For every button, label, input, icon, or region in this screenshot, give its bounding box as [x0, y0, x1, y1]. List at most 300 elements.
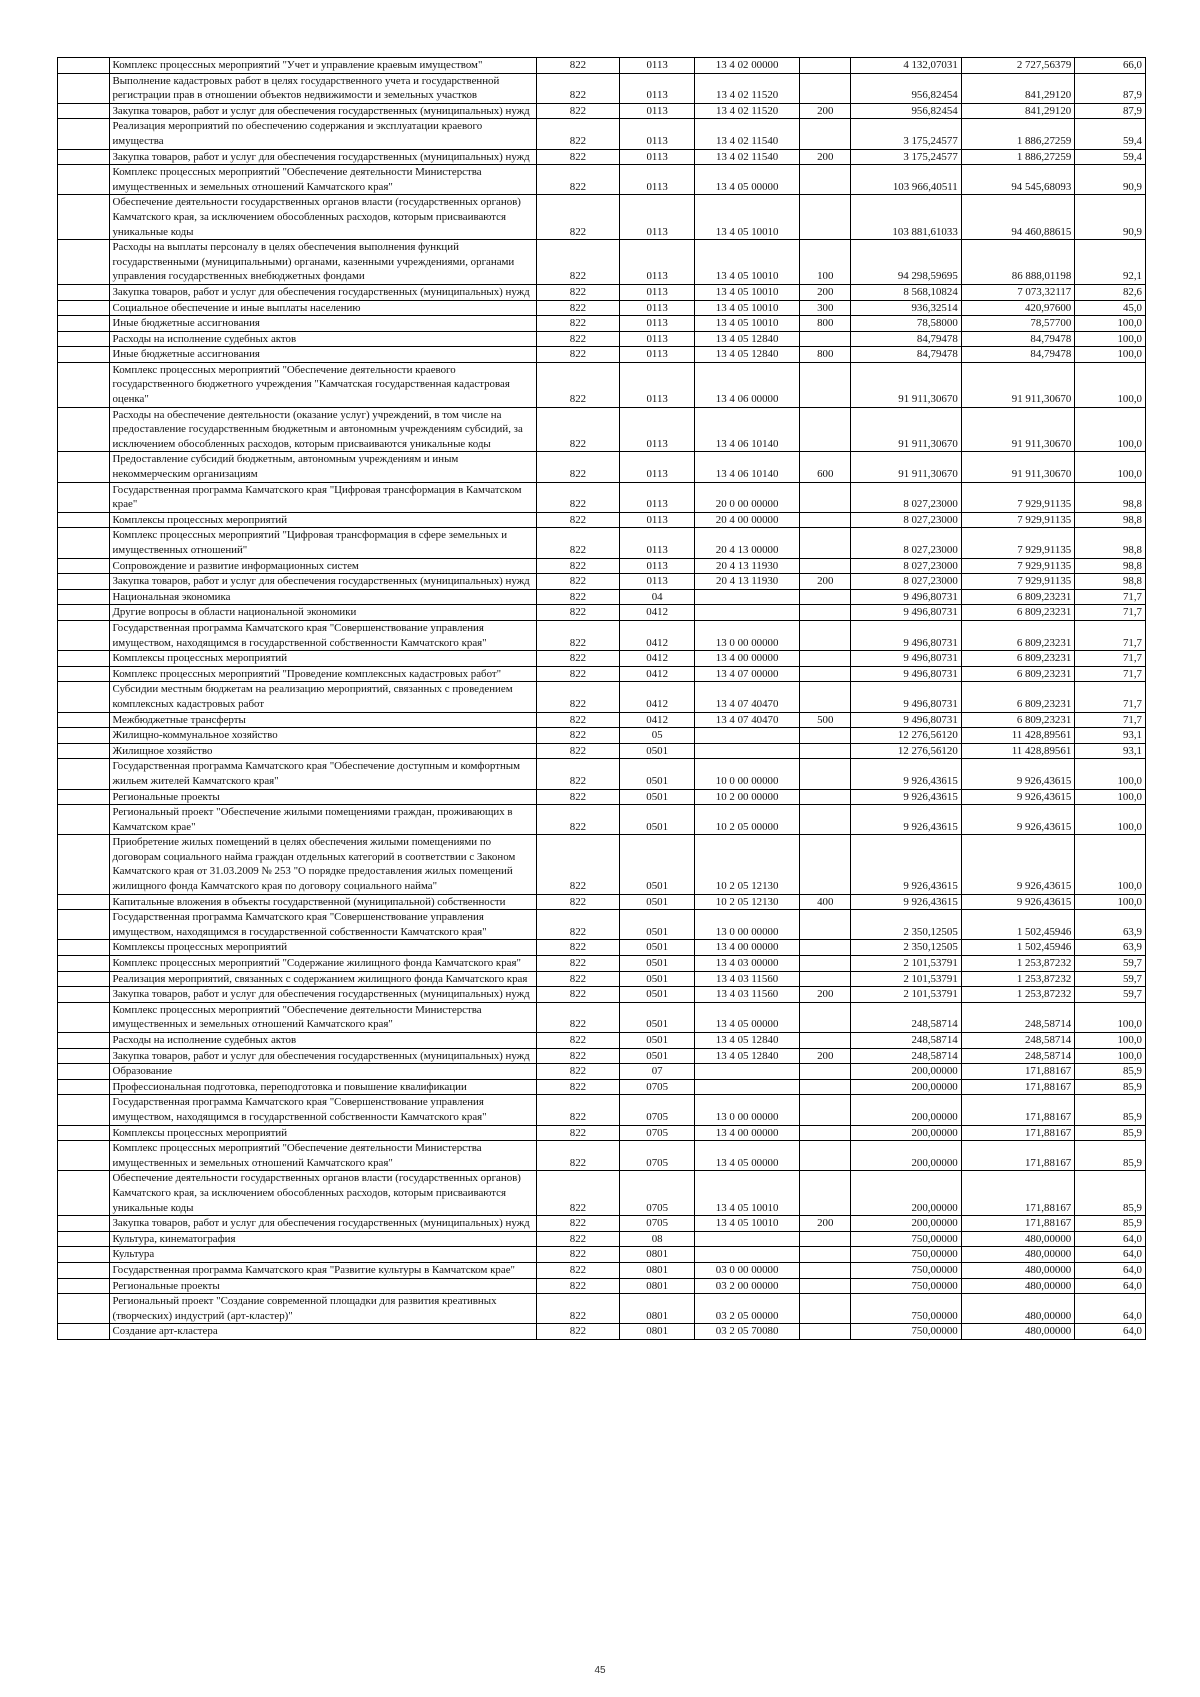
cell-grbs-code: 822 — [536, 835, 620, 894]
cell-execution-percent: 93,1 — [1075, 743, 1146, 759]
cell-expense-type — [800, 605, 851, 621]
cell-section-code: 0501 — [620, 971, 695, 987]
cell-blank — [58, 971, 110, 987]
cell-section-code: 0501 — [620, 789, 695, 805]
cell-target-article: 13 4 02 11540 — [695, 119, 800, 149]
cell-blank — [58, 165, 110, 195]
cell-grbs-code: 822 — [536, 103, 620, 119]
cell-actual-amount: 6 809,23231 — [961, 589, 1075, 605]
cell-blank — [58, 1294, 110, 1324]
cell-section-code: 0501 — [620, 759, 695, 789]
cell-execution-percent: 100,0 — [1075, 759, 1146, 789]
cell-blank — [58, 482, 110, 512]
cell-planned-amount: 91 911,30670 — [851, 407, 961, 452]
cell-actual-amount: 480,00000 — [961, 1262, 1075, 1278]
cell-planned-amount: 103 966,40511 — [851, 165, 961, 195]
cell-planned-amount: 9 496,80731 — [851, 666, 961, 682]
cell-description: Комплекс процессных мероприятий "Цифровая трансформация в сфере земельных и имущественных отношений" — [110, 528, 536, 558]
cell-target-article: 13 4 07 00000 — [695, 666, 800, 682]
cell-actual-amount: 248,58714 — [961, 1048, 1075, 1064]
cell-execution-percent: 85,9 — [1075, 1095, 1146, 1125]
cell-actual-amount: 1 886,27259 — [961, 149, 1075, 165]
cell-grbs-code: 822 — [536, 1216, 620, 1232]
cell-blank — [58, 743, 110, 759]
cell-section-code: 0412 — [620, 682, 695, 712]
cell-blank — [58, 558, 110, 574]
cell-planned-amount: 9 496,80731 — [851, 589, 961, 605]
cell-expense-type — [800, 1171, 851, 1216]
cell-description: Комплекс процессных мероприятий "Проведение комплексных кадастровых работ" — [110, 666, 536, 682]
cell-planned-amount: 9 496,80731 — [851, 651, 961, 667]
cell-section-code: 0113 — [620, 528, 695, 558]
cell-description: Социальное обеспечение и иные выплаты населению — [110, 300, 536, 316]
cell-section-code: 0705 — [620, 1079, 695, 1095]
cell-actual-amount: 94 545,68093 — [961, 165, 1075, 195]
cell-execution-percent: 85,9 — [1075, 1064, 1146, 1080]
cell-actual-amount: 7 929,91135 — [961, 512, 1075, 528]
cell-section-code: 0113 — [620, 316, 695, 332]
cell-actual-amount: 6 809,23231 — [961, 666, 1075, 682]
cell-grbs-code: 822 — [536, 1141, 620, 1171]
cell-section-code: 0412 — [620, 651, 695, 667]
cell-grbs-code: 822 — [536, 452, 620, 482]
cell-execution-percent: 98,8 — [1075, 574, 1146, 590]
cell-expense-type: 800 — [800, 316, 851, 332]
cell-section-code: 0501 — [620, 894, 695, 910]
cell-execution-percent: 71,7 — [1075, 589, 1146, 605]
table-row — [58, 971, 1146, 987]
cell-target-article — [695, 1231, 800, 1247]
table-row — [58, 666, 1146, 682]
cell-planned-amount: 84,79478 — [851, 347, 961, 363]
cell-grbs-code: 822 — [536, 558, 620, 574]
cell-blank — [58, 1064, 110, 1080]
cell-grbs-code: 822 — [536, 589, 620, 605]
table-row — [58, 835, 1146, 894]
cell-description: Государственная программа Камчатского края "Обеспечение доступным и комфортным жильем жителей Камчатского края" — [110, 759, 536, 789]
cell-planned-amount: 2 101,53791 — [851, 987, 961, 1003]
cell-expense-type — [800, 589, 851, 605]
cell-grbs-code: 822 — [536, 971, 620, 987]
cell-target-article: 03 2 05 00000 — [695, 1294, 800, 1324]
cell-expense-type: 200 — [800, 1048, 851, 1064]
cell-target-article: 13 4 00 00000 — [695, 940, 800, 956]
cell-blank — [58, 1231, 110, 1247]
cell-target-article — [695, 605, 800, 621]
cell-description: Иные бюджетные ассигнования — [110, 316, 536, 332]
cell-description: Межбюджетные трансферты — [110, 712, 536, 728]
cell-description: Профессиональная подготовка, переподготовка и повышение квалификации — [110, 1079, 536, 1095]
table-row — [58, 728, 1146, 744]
budget-table — [57, 57, 1146, 1340]
cell-expense-type — [800, 666, 851, 682]
cell-execution-percent: 63,9 — [1075, 910, 1146, 940]
cell-target-article — [695, 743, 800, 759]
cell-expense-type — [800, 1033, 851, 1049]
cell-grbs-code: 822 — [536, 119, 620, 149]
cell-section-code: 0113 — [620, 119, 695, 149]
cell-actual-amount: 1 253,87232 — [961, 971, 1075, 987]
cell-description: Обеспечение деятельности государственных органов власти (государственных органов) Камчатского края, за исключением обособленных расходов, которым присваиваются уникальные коды — [110, 195, 536, 240]
cell-target-article: 13 4 02 00000 — [695, 58, 800, 74]
cell-section-code: 08 — [620, 1231, 695, 1247]
cell-target-article — [695, 589, 800, 605]
table-row — [58, 940, 1146, 956]
cell-target-article: 13 4 00 00000 — [695, 651, 800, 667]
cell-expense-type — [800, 512, 851, 528]
cell-description: Капитальные вложения в объекты государственной (муниципальной) собственности — [110, 894, 536, 910]
cell-execution-percent: 64,0 — [1075, 1324, 1146, 1340]
cell-section-code: 0113 — [620, 558, 695, 574]
cell-target-article: 20 4 13 11930 — [695, 574, 800, 590]
cell-section-code: 0113 — [620, 103, 695, 119]
cell-execution-percent: 71,7 — [1075, 666, 1146, 682]
cell-planned-amount: 94 298,59695 — [851, 240, 961, 285]
cell-description: Региональные проекты — [110, 1278, 536, 1294]
table-row — [58, 956, 1146, 972]
cell-expense-type — [800, 910, 851, 940]
cell-section-code: 0113 — [620, 512, 695, 528]
cell-section-code: 07 — [620, 1064, 695, 1080]
cell-grbs-code: 822 — [536, 910, 620, 940]
cell-description: Закупка товаров, работ и услуг для обеспечения государственных (муниципальных) нужд — [110, 149, 536, 165]
cell-section-code: 05 — [620, 728, 695, 744]
cell-actual-amount: 480,00000 — [961, 1247, 1075, 1263]
cell-target-article — [695, 1079, 800, 1095]
cell-planned-amount: 9 926,43615 — [851, 835, 961, 894]
cell-section-code: 0705 — [620, 1095, 695, 1125]
cell-section-code: 0412 — [620, 712, 695, 728]
cell-blank — [58, 512, 110, 528]
cell-expense-type — [800, 1064, 851, 1080]
cell-target-article: 13 4 05 12840 — [695, 1033, 800, 1049]
cell-execution-percent: 100,0 — [1075, 407, 1146, 452]
cell-planned-amount: 9 496,80731 — [851, 682, 961, 712]
cell-description: Выполнение кадастровых работ в целях государственного учета и государственной регистрации прав в отношении объектов недвижимости и земельных участков — [110, 73, 536, 103]
cell-actual-amount: 171,88167 — [961, 1079, 1075, 1095]
table-row — [58, 759, 1146, 789]
table-row — [58, 987, 1146, 1003]
cell-target-article: 13 4 06 00000 — [695, 362, 800, 407]
cell-grbs-code: 822 — [536, 605, 620, 621]
cell-target-article: 13 4 05 10010 — [695, 1171, 800, 1216]
cell-expense-type: 200 — [800, 284, 851, 300]
cell-description: Региональный проект "Обеспечение жилыми помещениями граждан, проживающих в Камчатском крае" — [110, 805, 536, 835]
cell-blank — [58, 1095, 110, 1125]
cell-expense-type: 300 — [800, 300, 851, 316]
cell-expense-type — [800, 58, 851, 74]
cell-section-code: 0801 — [620, 1294, 695, 1324]
cell-description: Жилищное хозяйство — [110, 743, 536, 759]
cell-blank — [58, 589, 110, 605]
cell-blank — [58, 712, 110, 728]
cell-target-article: 10 2 00 00000 — [695, 789, 800, 805]
cell-target-article — [695, 1247, 800, 1263]
cell-actual-amount: 841,29120 — [961, 73, 1075, 103]
cell-execution-percent: 92,1 — [1075, 240, 1146, 285]
cell-planned-amount: 12 276,56120 — [851, 728, 961, 744]
cell-actual-amount: 171,88167 — [961, 1171, 1075, 1216]
cell-execution-percent: 98,8 — [1075, 512, 1146, 528]
table-row — [58, 910, 1146, 940]
cell-actual-amount: 84,79478 — [961, 347, 1075, 363]
cell-description: Предоставление субсидий бюджетным, автономным учреждениям и иным некоммерческим организациям — [110, 452, 536, 482]
cell-grbs-code: 822 — [536, 482, 620, 512]
cell-target-article: 13 4 02 11520 — [695, 73, 800, 103]
cell-description: Образование — [110, 1064, 536, 1080]
cell-planned-amount: 9 926,43615 — [851, 759, 961, 789]
cell-description: Реализация мероприятий по обеспечению содержания и эксплуатации краевого имущества — [110, 119, 536, 149]
cell-expense-type: 200 — [800, 1216, 851, 1232]
cell-planned-amount: 8 027,23000 — [851, 558, 961, 574]
cell-planned-amount: 936,32514 — [851, 300, 961, 316]
cell-expense-type — [800, 789, 851, 805]
cell-actual-amount: 1 502,45946 — [961, 910, 1075, 940]
cell-blank — [58, 940, 110, 956]
cell-target-article: 13 4 05 12840 — [695, 1048, 800, 1064]
cell-blank — [58, 316, 110, 332]
cell-actual-amount: 171,88167 — [961, 1064, 1075, 1080]
cell-actual-amount: 1 502,45946 — [961, 940, 1075, 956]
cell-grbs-code: 822 — [536, 682, 620, 712]
cell-grbs-code: 822 — [536, 347, 620, 363]
table-row — [58, 195, 1146, 240]
cell-section-code: 0113 — [620, 240, 695, 285]
cell-grbs-code: 822 — [536, 331, 620, 347]
cell-execution-percent: 100,0 — [1075, 805, 1146, 835]
cell-blank — [58, 195, 110, 240]
cell-actual-amount: 7 929,91135 — [961, 574, 1075, 590]
table-row — [58, 1324, 1146, 1340]
cell-grbs-code: 822 — [536, 987, 620, 1003]
cell-expense-type — [800, 1002, 851, 1032]
cell-grbs-code: 822 — [536, 1048, 620, 1064]
cell-actual-amount: 9 926,43615 — [961, 805, 1075, 835]
cell-grbs-code: 822 — [536, 73, 620, 103]
cell-target-article: 13 4 05 10010 — [695, 316, 800, 332]
cell-target-article: 13 4 07 40470 — [695, 682, 800, 712]
table-row — [58, 1231, 1146, 1247]
cell-execution-percent: 64,0 — [1075, 1247, 1146, 1263]
cell-grbs-code: 822 — [536, 805, 620, 835]
cell-planned-amount: 9 926,43615 — [851, 789, 961, 805]
cell-description: Обеспечение деятельности государственных органов власти (государственных органов) Камчатского края, за исключением обособленных расходов, которым присваиваются уникальные коды — [110, 1171, 536, 1216]
cell-planned-amount: 2 101,53791 — [851, 956, 961, 972]
cell-planned-amount: 9 496,80731 — [851, 605, 961, 621]
cell-planned-amount: 750,00000 — [851, 1247, 961, 1263]
cell-section-code: 0113 — [620, 300, 695, 316]
cell-actual-amount: 91 911,30670 — [961, 407, 1075, 452]
cell-execution-percent: 85,9 — [1075, 1216, 1146, 1232]
cell-execution-percent: 100,0 — [1075, 1002, 1146, 1032]
cell-description: Комплексы процессных мероприятий — [110, 512, 536, 528]
cell-actual-amount: 480,00000 — [961, 1324, 1075, 1340]
cell-expense-type — [800, 728, 851, 744]
cell-grbs-code: 822 — [536, 195, 620, 240]
cell-grbs-code: 822 — [536, 58, 620, 74]
cell-section-code: 0113 — [620, 73, 695, 103]
cell-target-article: 13 4 02 11520 — [695, 103, 800, 119]
cell-execution-percent: 82,6 — [1075, 284, 1146, 300]
cell-blank — [58, 58, 110, 74]
cell-execution-percent: 87,9 — [1075, 73, 1146, 103]
cell-execution-percent: 71,7 — [1075, 605, 1146, 621]
cell-planned-amount: 78,58000 — [851, 316, 961, 332]
table-row — [58, 1141, 1146, 1171]
table-row — [58, 528, 1146, 558]
cell-expense-type — [800, 73, 851, 103]
cell-target-article: 13 0 00 00000 — [695, 620, 800, 650]
cell-execution-percent: 87,9 — [1075, 103, 1146, 119]
cell-grbs-code: 822 — [536, 300, 620, 316]
cell-blank — [58, 452, 110, 482]
cell-target-article: 13 4 05 12840 — [695, 331, 800, 347]
cell-description: Комплекс процессных мероприятий "Содержание жилищного фонда Камчатского края" — [110, 956, 536, 972]
cell-description: Сопровождение и развитие информационных систем — [110, 558, 536, 574]
cell-grbs-code: 822 — [536, 666, 620, 682]
cell-description: Государственная программа Камчатского края "Цифровая трансформация в Камчатском крае" — [110, 482, 536, 512]
cell-section-code: 0501 — [620, 743, 695, 759]
cell-actual-amount: 171,88167 — [961, 1141, 1075, 1171]
cell-grbs-code: 822 — [536, 620, 620, 650]
cell-target-article: 20 0 00 00000 — [695, 482, 800, 512]
cell-section-code: 0113 — [620, 165, 695, 195]
cell-blank — [58, 1048, 110, 1064]
cell-planned-amount: 750,00000 — [851, 1231, 961, 1247]
cell-expense-type: 500 — [800, 712, 851, 728]
cell-actual-amount: 86 888,01198 — [961, 240, 1075, 285]
cell-expense-type: 100 — [800, 240, 851, 285]
cell-target-article: 03 2 00 00000 — [695, 1278, 800, 1294]
cell-execution-percent: 90,9 — [1075, 165, 1146, 195]
table-row — [58, 512, 1146, 528]
cell-planned-amount: 200,00000 — [851, 1095, 961, 1125]
table-row — [58, 605, 1146, 621]
cell-actual-amount: 11 428,89561 — [961, 728, 1075, 744]
table-row — [58, 119, 1146, 149]
table-row — [58, 743, 1146, 759]
cell-expense-type — [800, 743, 851, 759]
table-row — [58, 1048, 1146, 1064]
cell-blank — [58, 1247, 110, 1263]
cell-actual-amount: 6 809,23231 — [961, 712, 1075, 728]
cell-actual-amount: 91 911,30670 — [961, 362, 1075, 407]
cell-target-article — [695, 1064, 800, 1080]
table-row — [58, 1095, 1146, 1125]
cell-execution-percent: 100,0 — [1075, 316, 1146, 332]
cell-expense-type: 800 — [800, 347, 851, 363]
cell-blank — [58, 119, 110, 149]
cell-description: Государственная программа Камчатского края "Развитие культуры в Камчатском крае" — [110, 1262, 536, 1278]
cell-blank — [58, 103, 110, 119]
cell-target-article: 13 4 07 40470 — [695, 712, 800, 728]
cell-execution-percent: 71,7 — [1075, 651, 1146, 667]
cell-blank — [58, 894, 110, 910]
cell-blank — [58, 300, 110, 316]
cell-grbs-code: 822 — [536, 528, 620, 558]
cell-blank — [58, 331, 110, 347]
table-row — [58, 240, 1146, 285]
cell-actual-amount: 9 926,43615 — [961, 789, 1075, 805]
cell-expense-type — [800, 620, 851, 650]
table-row — [58, 558, 1146, 574]
cell-description: Закупка товаров, работ и услуг для обеспечения государственных (муниципальных) нужд — [110, 1216, 536, 1232]
cell-execution-percent: 45,0 — [1075, 300, 1146, 316]
cell-actual-amount: 78,57700 — [961, 316, 1075, 332]
cell-planned-amount: 8 027,23000 — [851, 528, 961, 558]
cell-execution-percent: 85,9 — [1075, 1141, 1146, 1171]
cell-expense-type — [800, 835, 851, 894]
cell-description: Реализация мероприятий, связанных с содержанием жилищного фонда Камчатского края — [110, 971, 536, 987]
cell-actual-amount: 6 809,23231 — [961, 651, 1075, 667]
cell-target-article: 13 0 00 00000 — [695, 910, 800, 940]
cell-target-article: 10 2 05 12130 — [695, 894, 800, 910]
cell-grbs-code: 822 — [536, 240, 620, 285]
cell-description: Расходы на выплаты персоналу в целях обеспечения выполнения функций государственными (муниципальными) органами, казенными учреждениями, органами управления государственных внебюджетных фондами — [110, 240, 536, 285]
cell-execution-percent: 90,9 — [1075, 195, 1146, 240]
cell-actual-amount: 248,58714 — [961, 1002, 1075, 1032]
cell-section-code: 0501 — [620, 940, 695, 956]
cell-blank — [58, 407, 110, 452]
cell-planned-amount: 91 911,30670 — [851, 452, 961, 482]
cell-grbs-code: 822 — [536, 574, 620, 590]
cell-actual-amount: 841,29120 — [961, 103, 1075, 119]
table-row — [58, 620, 1146, 650]
cell-blank — [58, 728, 110, 744]
cell-target-article: 13 4 05 00000 — [695, 1141, 800, 1171]
cell-grbs-code: 822 — [536, 407, 620, 452]
cell-target-article: 20 4 13 00000 — [695, 528, 800, 558]
cell-target-article: 20 4 00 00000 — [695, 512, 800, 528]
cell-description: Комплексы процессных мероприятий — [110, 1125, 536, 1141]
cell-description: Культура — [110, 1247, 536, 1263]
table-row — [58, 482, 1146, 512]
cell-actual-amount: 6 809,23231 — [961, 682, 1075, 712]
cell-description: Комплексы процессных мероприятий — [110, 940, 536, 956]
cell-actual-amount: 7 073,32117 — [961, 284, 1075, 300]
cell-section-code: 0801 — [620, 1324, 695, 1340]
table-row — [58, 284, 1146, 300]
cell-blank — [58, 1278, 110, 1294]
cell-expense-type — [800, 558, 851, 574]
cell-description: Закупка товаров, работ и услуг для обеспечения государственных (муниципальных) нужд — [110, 574, 536, 590]
cell-expense-type — [800, 1095, 851, 1125]
cell-actual-amount: 6 809,23231 — [961, 605, 1075, 621]
cell-grbs-code: 822 — [536, 940, 620, 956]
cell-planned-amount: 750,00000 — [851, 1294, 961, 1324]
cell-planned-amount: 3 175,24577 — [851, 149, 961, 165]
cell-description: Расходы на исполнение судебных актов — [110, 331, 536, 347]
cell-execution-percent: 59,4 — [1075, 119, 1146, 149]
cell-description: Другие вопросы в области национальной экономики — [110, 605, 536, 621]
cell-blank — [58, 1079, 110, 1095]
table-row — [58, 300, 1146, 316]
cell-grbs-code: 822 — [536, 712, 620, 728]
cell-expense-type: 200 — [800, 987, 851, 1003]
table-row — [58, 73, 1146, 103]
cell-execution-percent: 59,4 — [1075, 149, 1146, 165]
cell-description: Закупка товаров, работ и услуг для обеспечения государственных (муниципальных) нужд — [110, 1048, 536, 1064]
cell-target-article: 13 4 05 10010 — [695, 284, 800, 300]
cell-planned-amount: 200,00000 — [851, 1079, 961, 1095]
cell-planned-amount: 12 276,56120 — [851, 743, 961, 759]
cell-target-article: 13 4 03 00000 — [695, 956, 800, 972]
cell-blank — [58, 789, 110, 805]
cell-target-article: 10 2 05 00000 — [695, 805, 800, 835]
table-row — [58, 1033, 1146, 1049]
cell-section-code: 0801 — [620, 1278, 695, 1294]
cell-actual-amount: 171,88167 — [961, 1216, 1075, 1232]
